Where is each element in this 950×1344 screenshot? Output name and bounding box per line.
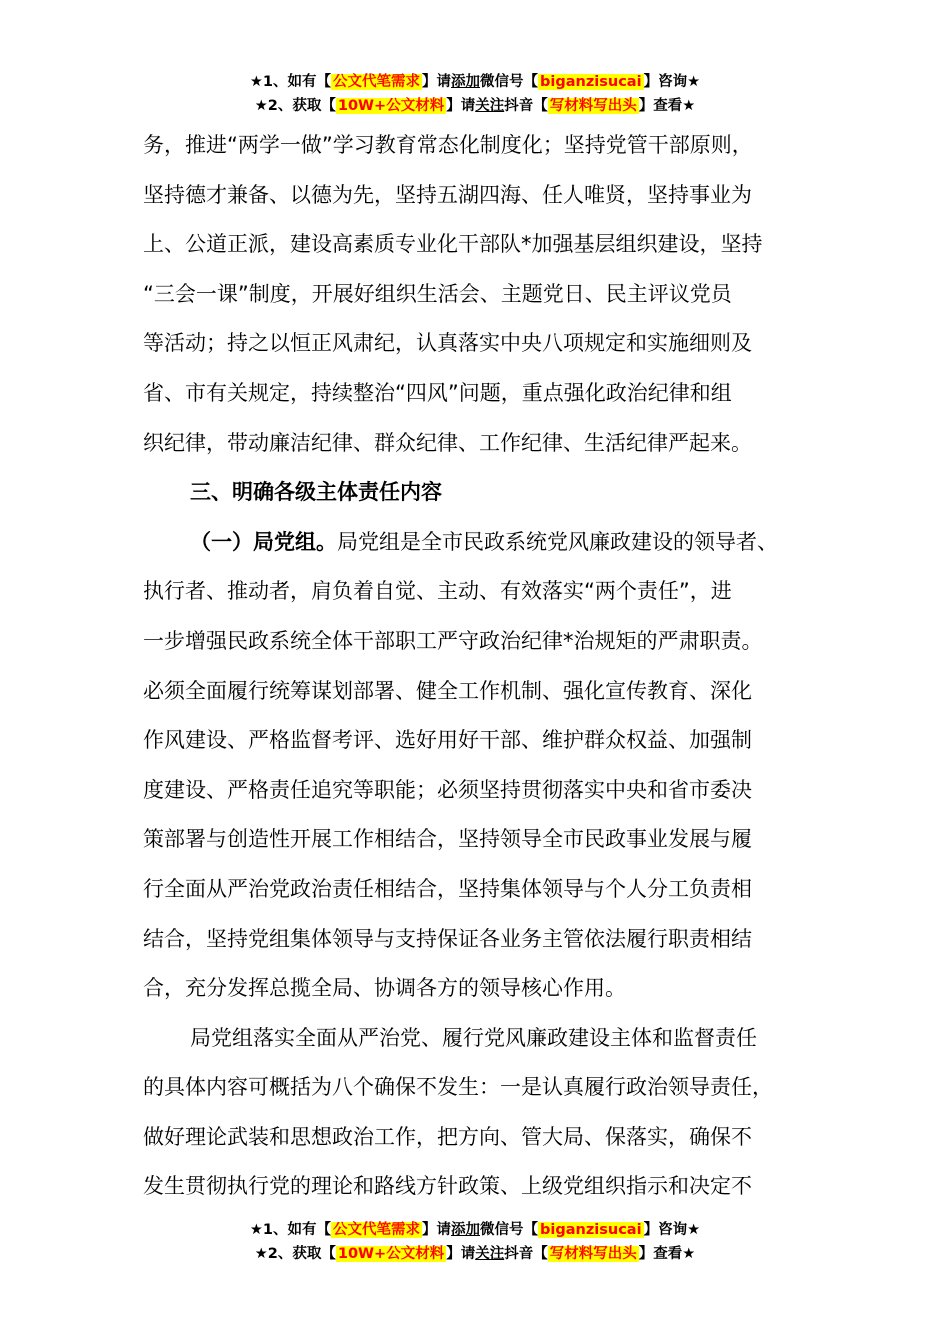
body-line: 等活动；持之以恒正风肃纪，认真落实中央八项规定和实施细则及 — [143, 331, 752, 356]
banner-text: 微信号【 — [480, 74, 539, 90]
body-line: 省、市有关规定，持续整治“四风”问题，重点强化政治纪律和组 — [143, 380, 732, 405]
body-line: 上、公道正派，建设高素质专业化干部队*加强基层组织建设，坚持 — [143, 232, 763, 257]
body-line: 合，充分发挥总揽全局、协调各方的领导核心作用。 — [143, 976, 626, 1001]
banner-highlight: 写材料写出头 — [549, 1246, 637, 1262]
banner-text: ★1、如有【 — [249, 1222, 332, 1238]
section-heading: 三、明确各级主体责任内容 — [190, 480, 442, 505]
body-line: 度建设、严格责任追究等职能；必须坚持贯彻落实中央和省市委决 — [143, 777, 752, 802]
body-line: 必须全面履行统筹谋划部署、健全工作机制、强化宣传教育、深化 — [143, 678, 752, 703]
body-text-run: 局党组是全市民政系统党风廉政建设的领导者、 — [337, 529, 778, 554]
document-body — [143, 121, 833, 1212]
banner-text: 】查看★ — [638, 98, 696, 114]
banner-text: 】请 — [422, 74, 452, 90]
banner-text: 抖音【 — [504, 98, 548, 114]
body-line: 作风建设、严格监督考评、选好用好干部、维护群众权益、加强制 — [143, 728, 752, 753]
body-line: 结合，坚持党组集体领导与支持保证各业务主管依法履行职责相结 — [143, 926, 752, 951]
banner-underline-text: 添加 — [451, 74, 481, 90]
banner-underline-text: 关注 — [475, 1246, 505, 1262]
banner-highlight: biganzisucai — [540, 1222, 642, 1238]
banner-text: 】请 — [422, 1222, 452, 1238]
footer-banner — [0, 1218, 950, 1266]
banner-highlight: 公文代笔需求 — [333, 74, 421, 90]
banner-highlight: 写材料写出头 — [549, 98, 637, 114]
paragraph-first-line: 局党组落实全面从严治党、履行党风廉政建设主体和监督责任 — [190, 1025, 757, 1050]
banner-highlight: 10W+公文材料 — [337, 98, 445, 114]
body-line: 行全面从严治党政治责任相结合，坚持集体领导与个人分工负责相 — [143, 876, 752, 901]
body-line: 发生贯彻执行党的理论和路线方针政策、上级党组织指示和决定不 — [143, 1174, 752, 1199]
body-line: “三会一课”制度，开展好组织生活会、主题党日、民主评议党员 — [143, 281, 732, 306]
banner-text: ★2、获取【 — [254, 98, 336, 114]
banner-text: 】请 — [446, 1246, 476, 1262]
body-line: 务，推进“两学一做”学习教育常态化制度化；坚持党管干部原则， — [143, 133, 753, 157]
body-line: 执行者、推动者，肩负着自觉、主动、有效落实“两个责任”，进 — [143, 579, 732, 604]
banner-text: 微信号【 — [480, 1222, 539, 1238]
banner-line-2 — [0, 94, 950, 118]
banner-text: ★1、如有【 — [249, 74, 332, 90]
banner-text: 】咨询★ — [643, 1222, 701, 1238]
body-line: 坚持德才兼备、以德为先，坚持五湖四海、任人唯贤，坚持事业为 — [143, 182, 752, 207]
banner-text: 抖音【 — [504, 1246, 548, 1262]
banner-text: 】请 — [446, 98, 476, 114]
banner-line-1 — [0, 70, 950, 94]
body-line: 织纪律，带动廉洁纪律、群众纪律、工作纪律、生活纪律严起来。 — [143, 430, 752, 455]
banner-text: 】查看★ — [638, 1246, 696, 1262]
banner-highlight: 10W+公文材料 — [337, 1246, 445, 1262]
body-line: 策部署与创造性开展工作相结合，坚持领导全市民政事业发展与履 — [143, 827, 752, 852]
body-line: 的具体内容可概括为八个确保不发生：一是认真履行政治领导责任， — [143, 1075, 773, 1100]
body-line: 做好理论武装和思想政治工作，把方向、管大局、保落实，确保不 — [143, 1124, 752, 1149]
header-banner — [0, 70, 950, 118]
banner-line-1 — [0, 1218, 950, 1242]
banner-highlight: biganzisucai — [540, 74, 642, 90]
banner-underline-text: 添加 — [451, 1222, 481, 1238]
banner-text: 】咨询★ — [643, 74, 701, 90]
banner-line-2 — [0, 1242, 950, 1266]
banner-text: ★2、获取【 — [254, 1246, 336, 1262]
banner-highlight: 公文代笔需求 — [333, 1222, 421, 1238]
banner-underline-text: 关注 — [475, 98, 505, 114]
body-line: 一步增强民政系统全体干部职工严守政治纪律*治规矩的严肃职责。 — [143, 628, 763, 653]
subsection-heading: （一）局党组。 — [190, 529, 337, 554]
paragraph-first-line — [143, 518, 833, 568]
